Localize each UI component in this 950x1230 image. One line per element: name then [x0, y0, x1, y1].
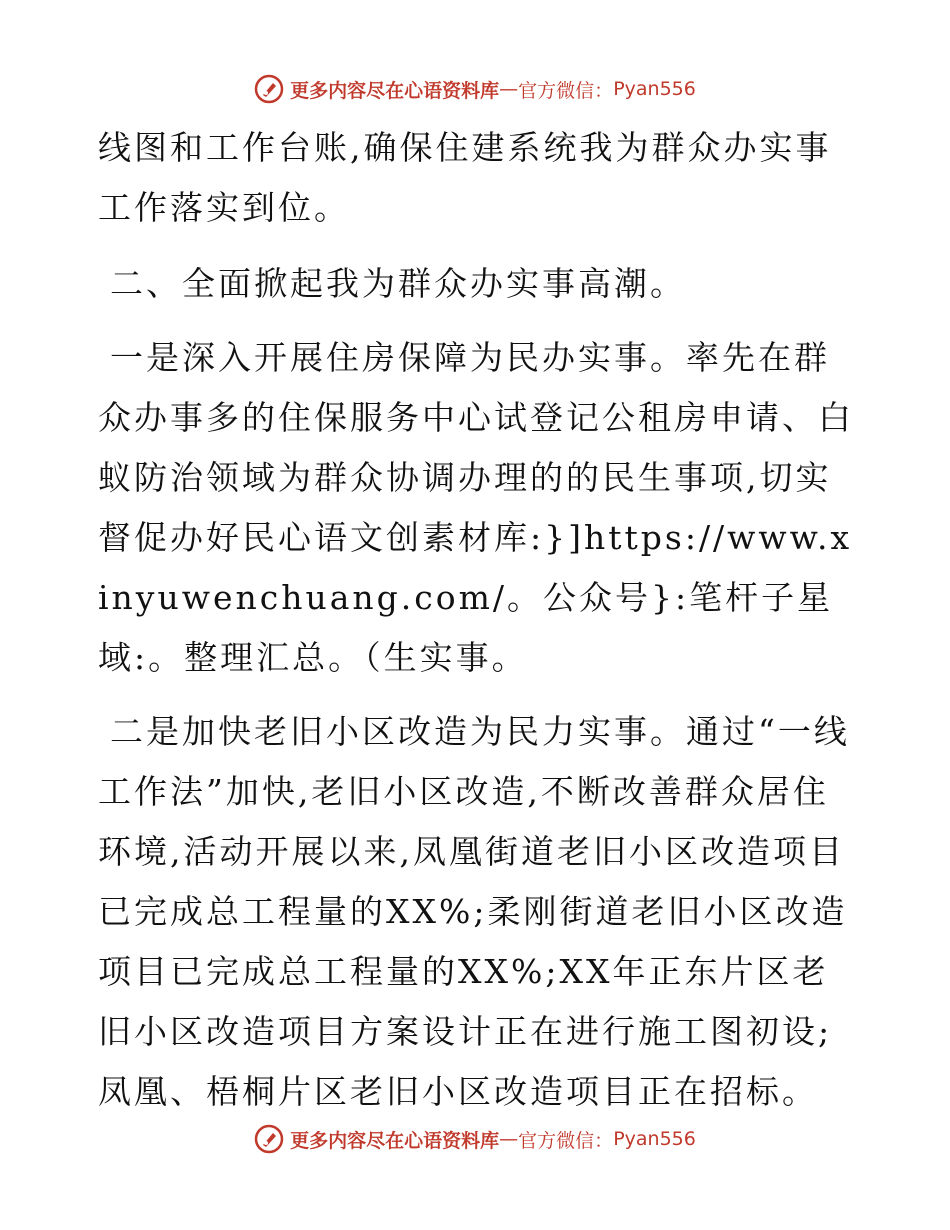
watermark-main-text: 更多内容尽在心语资料库 — [290, 79, 500, 102]
watermark-id: Pyan556 — [613, 78, 696, 100]
watermark-separator: — — [499, 78, 519, 100]
pen-nib-logo-icon — [254, 74, 284, 104]
watermark-sub-text: 官方微信： — [518, 79, 614, 102]
pen-nib-logo-icon — [254, 1124, 284, 1154]
footer-watermark — [0, 1124, 950, 1154]
watermark-id: Pyan556 — [613, 1128, 696, 1150]
watermark-main-text: 更多内容尽在心语资料库 — [290, 1129, 500, 1152]
section-heading: 二、全面掀起我为群众办实事高潮。 — [110, 264, 686, 303]
header-watermark — [0, 74, 950, 104]
paragraph-continuation: 线图和工作台账,确保住建系统我为群众办实事工作落实到位。 — [98, 128, 832, 227]
watermark-sub-text: 官方微信： — [518, 1129, 614, 1152]
paragraph-old-community-renovation: 二是加快老旧小区改造为民力实事。通过“一线工作法”加快,老旧小区改造,不断改善群众居住环境,活动开展以来,凤凰街道老旧小区改造项目已完成总工程量的XX%;柔刚街道老旧小区改造项目已完成总工程量的XX%;XX年正东片区老旧小区改造项目方案设计正在进行施工图初设;凤凰、梧桐片区老旧小区改造项目正在招标。 — [98, 712, 850, 1111]
document-body — [98, 118, 858, 1122]
paragraph-housing-security: 一是深入开展住房保障为民办实事。率先在群众办事多的住保服务中心试登记公租房申请、白蚁防治领域为群众协调办理的的民生事项,切实督促办好民心语文创素材库:}]https://www.xinyuwenchuang.com/。公众号}:笔杆子星域:。整理汇总。（生实事。 — [98, 338, 854, 677]
watermark-separator: — — [499, 1128, 519, 1150]
